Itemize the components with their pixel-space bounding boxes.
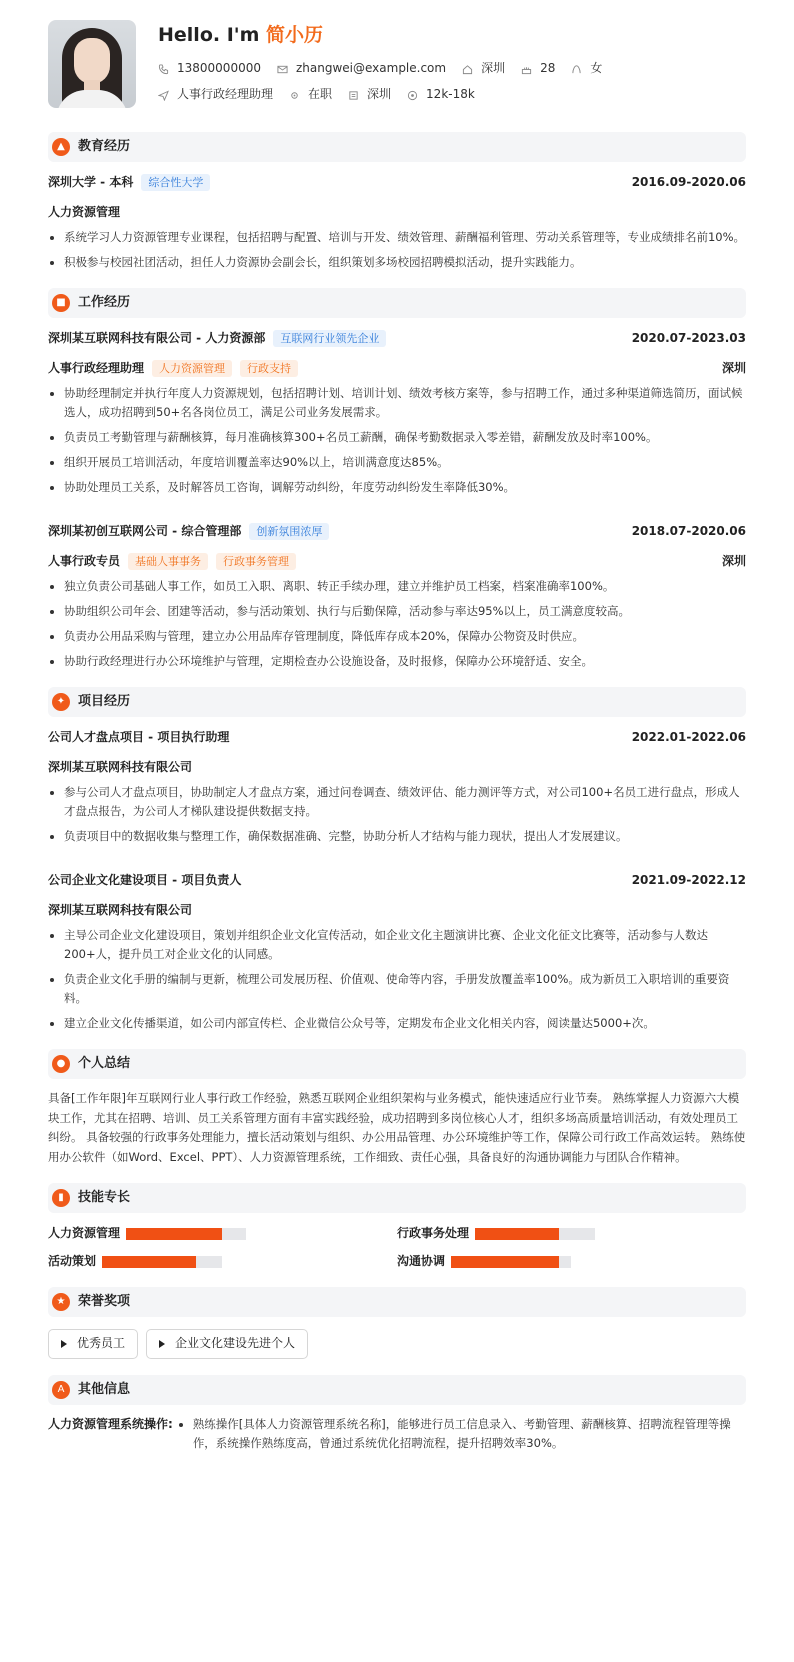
projects-section-header (48, 687, 746, 717)
other-label: 人力资源管理系统操作: (48, 1417, 173, 1431)
email-icon (277, 64, 288, 75)
target-city-text: 深圳 (367, 87, 392, 102)
city-text: 深圳 (481, 61, 506, 76)
list-item: 积极参与校园社团活动，担任人力资源协会副会长，组织策划多场校园招聘模拟活动，提升实践能力。 (48, 253, 746, 272)
location-icon (348, 90, 359, 101)
phone-item (158, 59, 261, 78)
status-item (289, 85, 332, 104)
email-text: zhangwei@example.com (295, 61, 447, 76)
honors-title: 荣誉奖项 (78, 1293, 131, 1309)
phone-icon (158, 64, 169, 75)
major-name: 人力资源管理 (48, 205, 121, 219)
play-icon (61, 1340, 67, 1348)
project-bullets (48, 926, 746, 1033)
skill-bar-fill (102, 1256, 196, 1268)
gender-icon (571, 64, 582, 75)
school-tag: 综合性大学 (141, 174, 210, 191)
list-item: 熟练操作[具体人力资源管理系统名称]，能够进行员工信息录入、考勤管理、薪酬核算、招聘流程管理等操作，系统操作熟练度高，曾通过系统优化招聘流程，提升招聘效率30%。 (177, 1415, 746, 1453)
summary-text: 具备[工作年限]年互联网行业人事行政工作经验，熟悉互联网企业组织架构与业务模式，能快速适应行业节奏。 熟练掌握人力资源六大模块工作，尤其在招聘、培训、员工关系管理方面有丰富实践经验，成功招聘到多岗位核心人才，组织多场高质量培训活动，有效处理员工纠纷。 具备较强的行政事务处理能力，擅长活动策划与组织、办公用品管理、办公环境维护等工作，保障公司行政工作高效运转。 熟练使用办公软件（如Word、Excel、PPT）、人力资源管理系统，工作细致、责任心强，具备良好的沟通协调能力与团队合作精神。 (48, 1091, 746, 1164)
list-item: 协助组织公司年会、团建等活动，参与活动策划、执行与后勤保障，活动参与率达95%以上，员工满意度较高。 (48, 602, 746, 621)
skills-section-header (48, 1183, 746, 1213)
project-bullets (48, 783, 746, 846)
other-section-header (48, 1375, 746, 1405)
education-section-header (48, 132, 746, 162)
job-bullets (48, 384, 746, 497)
honors-section-header (48, 1287, 746, 1317)
company-tag: 互联网行业领先企业 (273, 330, 386, 347)
job-row (48, 328, 746, 348)
role-tag: 人力资源管理 (152, 360, 232, 377)
skill-bar-fill (475, 1228, 559, 1240)
summary-title: 个人总结 (78, 1055, 131, 1071)
list-item: 主导公司企业文化建设项目，策划并组织企业文化宣传活动，如企业文化主题演讲比赛、企业文化征文比赛等，活动参与人数达200+人，提升员工对企业文化的认同感。 (48, 926, 746, 964)
skill-bar (126, 1228, 246, 1240)
skill-bar (102, 1256, 222, 1268)
role-tag: 行政事务管理 (216, 553, 296, 570)
list-item: 负责办公用品采购与管理，建立办公用品库存管理制度，降低库存成本20%，保障办公物资及时供应。 (48, 627, 746, 646)
award-icon: ★ (52, 1293, 70, 1311)
job-bullets (48, 577, 746, 671)
education-row (48, 172, 746, 192)
age-text: 28 (540, 61, 556, 76)
role-tag: 行政支持 (240, 360, 298, 377)
project-name: 公司人才盘点项目 - 项目执行助理 (48, 730, 230, 744)
honor-item (146, 1329, 308, 1359)
job-city: 深圳 (721, 554, 746, 568)
list-item: 系统学习人力资源管理专业课程，包括招聘与配置、培训与开发、绩效管理、薪酬福利管理、劳动关系管理等，专业成绩排名前10%。 (48, 228, 746, 247)
gender-text: 女 (590, 61, 603, 76)
skill-item (397, 1253, 746, 1271)
honor-item (48, 1329, 138, 1359)
work-section-header (48, 288, 746, 318)
grid-icon: ✦ (52, 693, 70, 711)
work-title: 工作经历 (78, 294, 131, 310)
list-item: 负责员工考勤管理与薪酬核算，每月准确核算300+名员工薪酬，确保考勤数据录入零差错，薪酬发放及时率100%。 (48, 428, 746, 447)
gender-item (571, 59, 602, 78)
greeting-title (158, 22, 618, 48)
salary-item (407, 85, 475, 104)
candidate-name: 简小历 (266, 24, 324, 46)
skill-item (397, 1225, 746, 1243)
gear-icon (289, 90, 300, 101)
project-date: 2022.01-2022.06 (631, 730, 746, 744)
other-title: 其他信息 (78, 1381, 131, 1397)
send-icon (158, 90, 169, 101)
play-icon (159, 1340, 165, 1348)
list-item: 负责企业文化手册的编制与更新，梳理公司发展历程、价值观、使命等内容，手册发放覆盖率100%。成为新员工入职培训的重要资料。 (48, 970, 746, 1008)
salary-text: 12k-18k (426, 87, 475, 102)
phone-text: 13800000000 (177, 61, 261, 76)
skills-title: 技能专长 (78, 1189, 131, 1205)
skill-item (48, 1253, 397, 1271)
list-item: 协助处理员工关系，及时解答员工咨询，调解劳动纠纷，年度劳动纠纷发生率降低30%。 (48, 478, 746, 497)
list-item: 负责项目中的数据收集与整理工作，确保数据准确、完整，协助分析人才结构与能力现状，提出人才发展建议。 (48, 827, 746, 846)
education-title: 教育经历 (78, 138, 131, 154)
role-name: 人事行政经理助理 (48, 361, 145, 375)
home-icon (462, 64, 473, 75)
resume-header (48, 20, 746, 108)
project-org-row (48, 900, 746, 920)
role-row (48, 551, 746, 571)
honor-label: 优秀员工 (77, 1336, 126, 1351)
project-row (48, 870, 746, 890)
skills-grid (48, 1225, 746, 1271)
greeting-prefix: Hello. I'm (158, 24, 266, 46)
job-date: 2018.07-2020.06 (631, 524, 746, 538)
target-city-item (348, 85, 391, 104)
job-city: 深圳 (721, 361, 746, 375)
skill-bar-fill (126, 1228, 222, 1240)
age-item (521, 59, 555, 78)
skill-bar (475, 1228, 595, 1240)
role-tag: 基础人事事务 (128, 553, 208, 570)
school-name: 深圳大学 - 本科 (48, 175, 134, 189)
job-intent-row (158, 86, 618, 104)
header-info (158, 20, 618, 104)
list-item: 建立企业文化传播渠道，如公司内部宣传栏、企业微信公众号等，定期发布企业文化相关内容，阅读量达5000+次。 (48, 1014, 746, 1033)
project-row (48, 727, 746, 747)
other-info (48, 1415, 746, 1459)
project-org: 深圳某互联网科技有限公司 (48, 903, 193, 917)
age-icon (521, 64, 532, 75)
skill-name: 人力资源管理 (48, 1226, 121, 1241)
company-name: 深圳某互联网科技有限公司 - 人力资源部 (48, 331, 266, 345)
other-bullets (177, 1415, 746, 1459)
briefcase-icon: ■ (52, 294, 70, 312)
info-icon: A (52, 1381, 70, 1399)
list-item: 独立负责公司基础人事工作，如员工入职、离职、转正手续办理，建立并维护员工档案，档案准确率100%。 (48, 577, 746, 596)
list-item: 组织开展员工培训活动，年度培训覆盖率达90%以上，培训满意度达85%。 (48, 453, 746, 472)
summary-section-header (48, 1049, 746, 1079)
skill-name: 活动策划 (48, 1254, 97, 1269)
skill-bar-fill (451, 1256, 559, 1268)
major-row (48, 202, 746, 222)
education-bullets (48, 228, 746, 272)
list-item: 协助行政经理进行办公环境维护与管理，定期检查办公设施设备，及时报修，保障办公环境舒适、安全。 (48, 652, 746, 671)
project-date: 2021.09-2022.12 (631, 873, 746, 887)
education-date: 2016.09-2020.06 (631, 175, 746, 189)
honor-label: 企业文化建设先进个人 (175, 1336, 296, 1351)
skill-name: 行政事务处理 (397, 1226, 470, 1241)
projects-title: 项目经历 (78, 693, 131, 709)
avatar (48, 20, 136, 108)
list-item: 参与公司人才盘点项目，协助制定人才盘点方案，通过问卷调查、绩效评估、能力测评等方式，对公司100+名员工进行盘点，形成人才盘点报告，为公司人才梯队建设提供数据支持。 (48, 783, 746, 821)
project-name: 公司企业文化建设项目 - 项目负责人 (48, 873, 242, 887)
job-row (48, 521, 746, 541)
city-item (462, 59, 505, 78)
contact-row (158, 60, 618, 78)
job-date: 2020.07-2023.03 (631, 331, 746, 345)
salary-icon (407, 90, 418, 101)
project-org-row (48, 757, 746, 777)
honors-list (48, 1329, 746, 1359)
company-tag: 创新氛围浓厚 (249, 523, 329, 540)
skill-item (48, 1225, 397, 1243)
user-icon: ● (52, 1055, 70, 1073)
role-name: 人事行政专员 (48, 554, 121, 568)
email-item (277, 59, 446, 78)
position-item (158, 85, 273, 104)
position-text: 人事行政经理助理 (177, 87, 274, 102)
list-item: 协助经理制定并执行年度人力资源规划，包括招聘计划、培训计划、绩效考核方案等，参与招聘工作，通过多种渠道筛选简历，面试候选人，成功招聘到50+名各岗位员工，满足公司业务发展需求。 (48, 384, 746, 422)
chart-icon: ▮ (52, 1189, 70, 1207)
status-text: 在职 (308, 87, 333, 102)
company-name: 深圳某初创互联网公司 - 综合管理部 (48, 524, 242, 538)
graduation-cap-icon: ▲ (52, 138, 70, 156)
skill-bar (451, 1256, 571, 1268)
role-row (48, 358, 746, 378)
skill-name: 沟通协调 (397, 1254, 446, 1269)
project-org: 深圳某互联网科技有限公司 (48, 760, 193, 774)
